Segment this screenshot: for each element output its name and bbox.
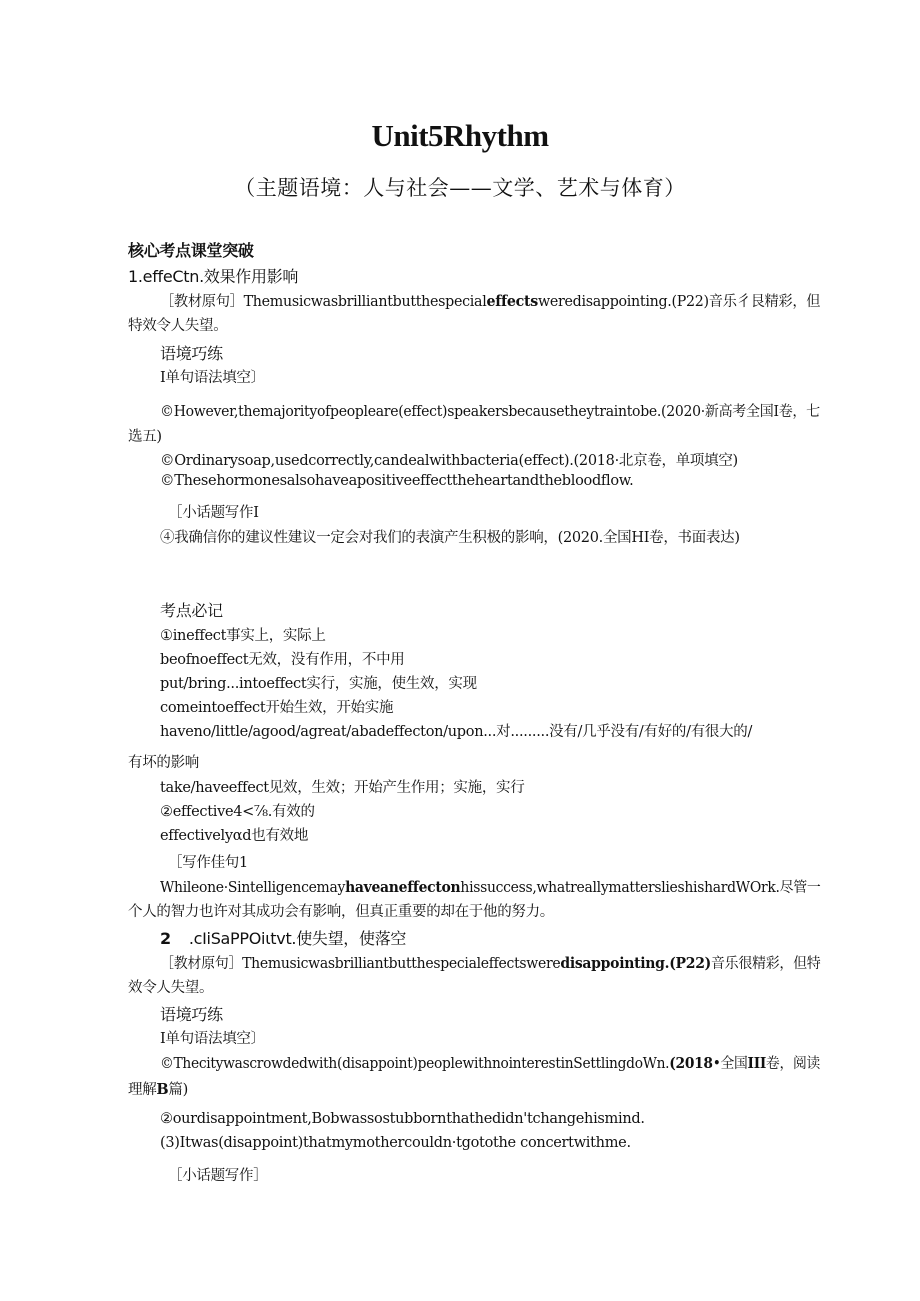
- memo-item: ①ineffect事实上，实际上: [160, 628, 326, 644]
- point2-textbook-sentence-cont: 效令人失望。: [128, 980, 214, 996]
- point1-heading: 1.effeCtn.效果作用影响: [128, 267, 299, 286]
- page-title: Unit5Rhythm: [371, 118, 549, 153]
- point1-question-1: ©However,themajorityofpeopleare(effect)speakersbecausetheytraintobe.(2020·新高考全国I卷，七: [160, 404, 820, 420]
- point1-fill-heading: I单句语法填空〕: [160, 370, 265, 386]
- point1-question-4: ④我确信你的建议性建议一定会对我们的表演产生积极的影响，(2020.全国HI卷，书面表达): [160, 530, 740, 546]
- memo-item: comeintoeffect开始生效，开始实施: [160, 700, 394, 716]
- memo-item-cont: 有坏的影响: [128, 755, 199, 771]
- point1-practice-heading: 语境巧练: [160, 344, 223, 363]
- point2-writing-heading: ［小话题写作］: [168, 1168, 268, 1184]
- point1-best-sentence-cont: 个人的智力也许对其成功会有影响，但真正重要的却在于他的努力。: [128, 904, 554, 920]
- point1-question-3: ©Thesehormonesalsohaveapositiveeffecttheheartandthebloodflow.: [160, 473, 634, 489]
- point2-fill-heading: I单句语法填空〕: [160, 1031, 265, 1047]
- point1-textbook-sentence: ［教材原句］Themusicwasbrilliantbutthespecialeffectsweredisappointing.(P22)音乐彳艮精彩，但: [160, 293, 821, 310]
- point2-practice-heading: 语境巧练: [160, 1005, 223, 1024]
- point1-question-2: ©Ordinarysoap,usedcorrectly,candealwithbacteria(effect).(2018·北京卷，单项填空): [160, 453, 738, 469]
- point1-best-sentence: Whileone·Sintelligencemayhaveaneffectonhissuccess,whatreallymatterslieshishardWOrk.尽管一: [160, 879, 821, 896]
- point2-question-3: (3)Itwas(disappoint)thatmymothercouldn·tgotothe concertwithme.: [160, 1135, 631, 1151]
- point2-question-2: ②ourdisappointment,Bobwassostubbornthathedidn'tchangehismind.: [160, 1111, 645, 1127]
- memo-item: put/bring...intoeffect实行，实施，使生效，实现: [160, 676, 477, 692]
- memo-item: effectivelyαd也有效地: [160, 828, 309, 844]
- memo-item: beofnoeffect无效，没有作用，不中用: [160, 652, 405, 668]
- point1-textbook-sentence-cont: 特效令人失望。: [128, 318, 228, 334]
- point1-writing-heading: ［小话题写作I: [168, 505, 259, 521]
- point2-question-1-cont: 理解B篇): [128, 1081, 188, 1098]
- memo-item: haveno/little/agood/agreat/abadeffecton/upon...对.........没有/几乎没有/有好的/有很大的/: [160, 724, 753, 740]
- point1-question-1-cont: 选五): [128, 429, 162, 445]
- page-subtitle: （主题语境：人与社会——文学、艺术与体育）: [234, 176, 686, 200]
- section-heading: 核心考点课堂突破: [128, 241, 254, 260]
- point2-heading: 2 .cIiSaPPOiιtvt.使失望，使落空: [160, 929, 407, 948]
- point2-question-1: ©Thecitywascrowdedwith(disappoint)peoplewithnointerestinSettlingdoWn.(2018•全国III卷，阅读: [160, 1055, 820, 1072]
- memo-item: ②effective4<⅞.有效的: [160, 804, 315, 820]
- point2-textbook-sentence: ［教材原句］Themusicwasbrilliantbutthespecialeffectsweredisappointing.(P22)音乐很精彩，但特: [160, 955, 821, 972]
- memo-item: take/haveeffect见效，生效；开始产生作用；实施，实行: [160, 780, 525, 796]
- point1-memo-heading: 考点必记: [160, 601, 223, 620]
- point1-best-sentence-heading: ［写作佳句1: [168, 855, 248, 871]
